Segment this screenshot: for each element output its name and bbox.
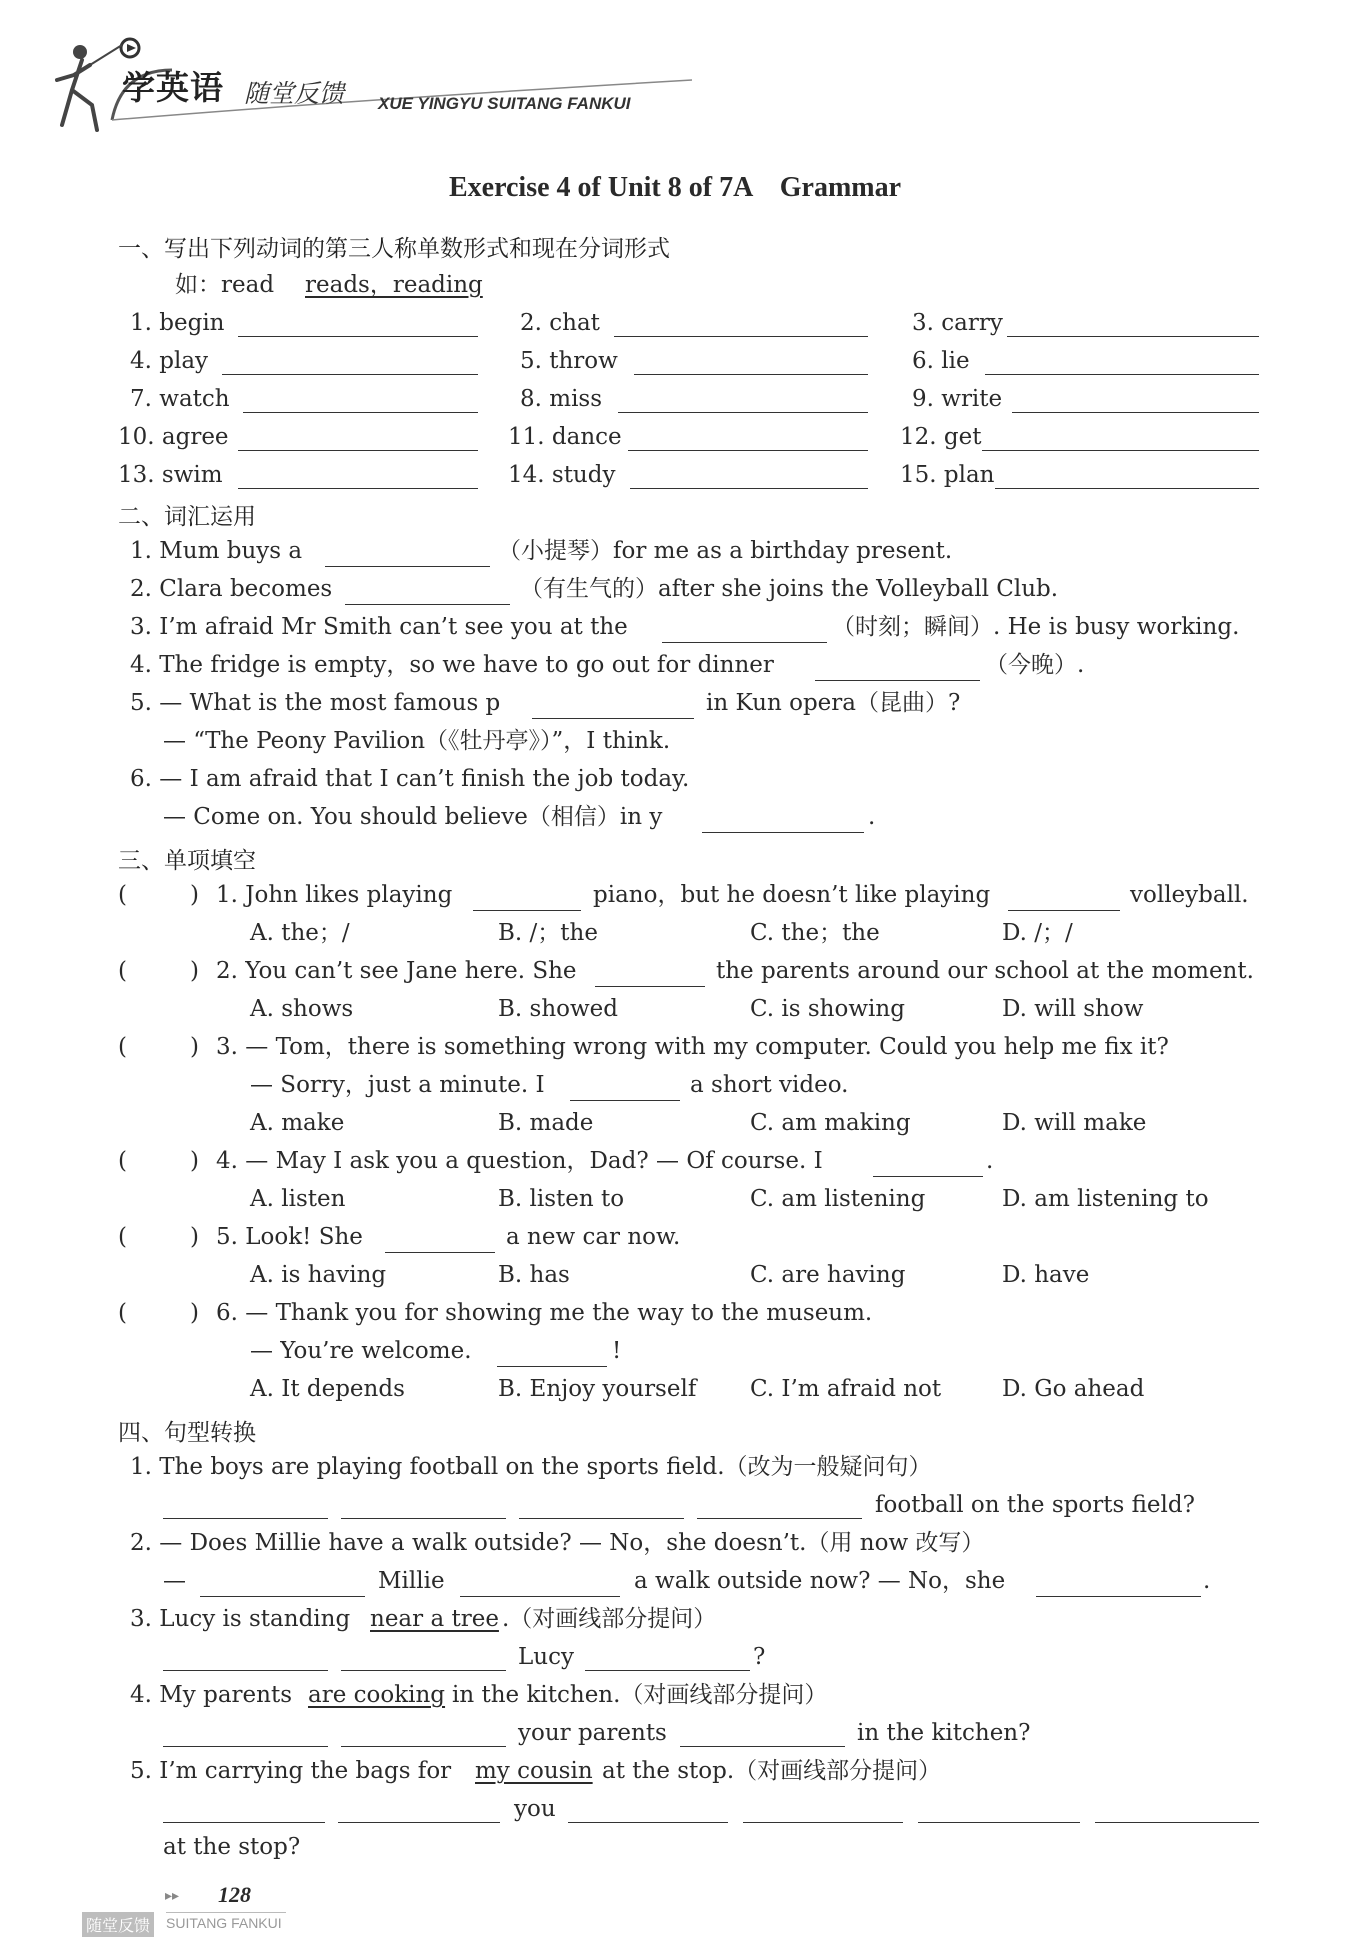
answer-bracket: ( bbox=[118, 1224, 127, 1250]
answer-blank[interactable] bbox=[628, 424, 868, 451]
option-a[interactable]: A. make bbox=[250, 1110, 345, 1136]
transform-q5-underlined: my cousin bbox=[475, 1758, 593, 1784]
mc-q5-end: a new car now. bbox=[506, 1224, 681, 1250]
answer-blank[interactable] bbox=[570, 1074, 680, 1101]
mc-q6-stem: 6. — Thank you for showing me the way to the museum. bbox=[216, 1300, 873, 1326]
answer-blank[interactable] bbox=[585, 1644, 750, 1671]
answer-blank[interactable] bbox=[341, 1644, 506, 1671]
answer-blank[interactable] bbox=[385, 1226, 495, 1253]
answer-blank[interactable] bbox=[680, 1720, 845, 1747]
transform-q3-mid: Lucy bbox=[518, 1644, 574, 1670]
page-number: 128 bbox=[218, 1882, 251, 1907]
verb-item: 12. get bbox=[900, 424, 982, 450]
transform-q3-end: .（对画线部分提问） bbox=[502, 1606, 717, 1632]
answer-blank[interactable] bbox=[1007, 310, 1259, 337]
vocab-q4-start: 4. The fridge is empty，so we have to go out for dinner bbox=[130, 652, 774, 678]
answer-blank[interactable] bbox=[918, 1796, 1080, 1823]
option-c[interactable]: C. are having bbox=[750, 1262, 906, 1288]
answer-bracket: ( bbox=[118, 958, 127, 984]
book-header bbox=[52, 30, 752, 135]
answer-blank[interactable] bbox=[341, 1720, 506, 1747]
option-a[interactable]: A. It depends bbox=[250, 1376, 405, 1402]
vocab-q6-end: . bbox=[868, 804, 876, 830]
mc-q6-line2-end: ! bbox=[612, 1338, 622, 1364]
vocab-q5-reply: — “The Peony Pavilion（《牡丹亭》）”，I think. bbox=[163, 728, 671, 754]
verb-item: 15. plan bbox=[900, 462, 995, 488]
transform-q4-end: in the kitchen.（对画线部分提问） bbox=[452, 1682, 828, 1708]
option-b[interactable]: B. showed bbox=[498, 996, 619, 1022]
transform-q3-q: ? bbox=[753, 1644, 766, 1670]
transform-q1: 1. The boys are playing football on the sports field.（改为一般疑问句） bbox=[130, 1454, 932, 1480]
mc-q1-stem: 1. John likes playing bbox=[216, 882, 453, 908]
transform-q4-mid: your parents bbox=[518, 1720, 667, 1746]
answer-blank[interactable] bbox=[532, 692, 694, 719]
answer-blank[interactable] bbox=[985, 348, 1259, 375]
answer-blank[interactable] bbox=[243, 386, 478, 413]
answer-blank[interactable] bbox=[238, 462, 478, 489]
page-title: Exercise 4 of Unit 8 of 7A Grammar bbox=[448, 172, 902, 203]
mc-q1-mid: piano，but he doesn’t like playing bbox=[593, 882, 991, 908]
answer-blank[interactable] bbox=[163, 1644, 328, 1671]
vocab-q5-start: 5. — What is the most famous p bbox=[130, 690, 501, 716]
answer-bracket: ( bbox=[118, 1300, 127, 1326]
verb-item: 3. carry bbox=[912, 310, 1003, 336]
transform-q3-underlined: near a tree bbox=[370, 1606, 499, 1632]
transform-q2-end: . bbox=[1203, 1568, 1211, 1594]
answer-blank[interactable] bbox=[345, 578, 510, 605]
section-4-heading: 四、句型转换 bbox=[118, 1420, 256, 1446]
mc-q2-end: the parents around our school at the moment. bbox=[716, 958, 1254, 984]
vocab-q4-end: （今晚）. bbox=[985, 652, 1085, 678]
mc-q3-line2: — Sorry，just a minute. I bbox=[250, 1072, 545, 1098]
verb-item: 14. study bbox=[508, 462, 616, 488]
answer-bracket: ) bbox=[190, 958, 199, 984]
vocab-q3-end: （时刻；瞬间）. He is busy working. bbox=[832, 614, 1240, 640]
vocab-q2-end: （有生气的）after she joins the Volleyball Club. bbox=[520, 576, 1059, 602]
answer-blank[interactable] bbox=[341, 1492, 506, 1519]
answer-blank[interactable] bbox=[238, 424, 478, 451]
answer-blank[interactable] bbox=[815, 654, 980, 681]
answer-blank[interactable] bbox=[163, 1796, 325, 1823]
answer-bracket: ) bbox=[190, 882, 199, 908]
verb-item: 11. dance bbox=[508, 424, 622, 450]
answer-blank[interactable] bbox=[1008, 884, 1120, 911]
answer-blank[interactable] bbox=[873, 1150, 983, 1177]
answer-blank[interactable] bbox=[460, 1570, 620, 1597]
answer-blank[interactable] bbox=[163, 1720, 328, 1747]
mc-q3-stem: 3. — Tom，there is something wrong with my computer. Could you help me fix it? bbox=[216, 1034, 1169, 1060]
header-title-cn: 学英语 bbox=[122, 68, 224, 107]
transform-q5-end: at the stop.（对画线部分提问） bbox=[602, 1758, 942, 1784]
footer-divider bbox=[166, 1912, 286, 1913]
transform-q4-start: 4. My parents bbox=[130, 1682, 293, 1708]
option-d[interactable]: D. Go ahead bbox=[1002, 1376, 1145, 1402]
option-a[interactable]: A. is having bbox=[250, 1262, 387, 1288]
answer-blank[interactable] bbox=[497, 1340, 607, 1367]
option-a[interactable]: A. the；/ bbox=[250, 920, 350, 946]
answer-blank[interactable] bbox=[519, 1492, 684, 1519]
option-d[interactable]: D. am listening to bbox=[1002, 1186, 1209, 1212]
verb-item: 10. agree bbox=[118, 424, 229, 450]
option-c[interactable]: C. I’m afraid not bbox=[750, 1376, 942, 1402]
section-2-heading: 二、词汇运用 bbox=[118, 504, 256, 530]
option-b[interactable]: B. made bbox=[498, 1110, 594, 1136]
answer-blank[interactable] bbox=[634, 348, 868, 375]
transform-q3-start: 3. Lucy is standing bbox=[130, 1606, 351, 1632]
verb-item: 6. lie bbox=[912, 348, 970, 374]
transform-q5-tail: at the stop? bbox=[163, 1834, 301, 1860]
mc-q4-stem: 4. — May I ask you a question，Dad? — Of course. I bbox=[216, 1148, 823, 1174]
answer-blank[interactable] bbox=[1012, 386, 1259, 413]
mc-q4-end: . bbox=[986, 1148, 994, 1174]
vocab-q2-start: 2. Clara becomes bbox=[130, 576, 333, 602]
verb-item: 8. miss bbox=[520, 386, 603, 412]
mc-q5-stem: 5. Look! She bbox=[216, 1224, 363, 1250]
answer-blank[interactable] bbox=[325, 540, 490, 567]
footer-pinyin: SUITANG FANKUI bbox=[166, 1915, 282, 1931]
vocab-q1-end: （小提琴）for me as a birthday present. bbox=[498, 538, 953, 564]
answer-blank[interactable] bbox=[995, 462, 1259, 489]
vocab-q3-start: 3. I’m afraid Mr Smith can’t see you at the bbox=[130, 614, 628, 640]
answer-blank[interactable] bbox=[982, 424, 1259, 451]
option-c[interactable]: C. am listening bbox=[750, 1186, 926, 1212]
answer-bracket: ( bbox=[118, 1148, 127, 1174]
transform-q4-underlined: are cooking bbox=[308, 1682, 446, 1708]
option-c[interactable]: C. is showing bbox=[750, 996, 905, 1022]
option-d[interactable]: D. /；/ bbox=[1002, 920, 1073, 946]
answer-bracket: ( bbox=[118, 882, 127, 908]
answer-bracket: ) bbox=[190, 1224, 199, 1250]
transform-q2-next: a walk outside now? — No，she bbox=[634, 1568, 1006, 1594]
answer-blank[interactable] bbox=[630, 462, 868, 489]
arrow-right-icon: ▸▸ bbox=[165, 1888, 180, 1904]
option-b[interactable]: B. listen to bbox=[498, 1186, 625, 1212]
option-a[interactable]: A. listen bbox=[250, 1186, 346, 1212]
vocab-q5-end: in Kun opera（昆曲）? bbox=[706, 690, 961, 716]
answer-blank[interactable] bbox=[702, 806, 864, 833]
section-1-heading: 一、写出下列动词的第三人称单数形式和现在分词形式 bbox=[118, 236, 670, 262]
vocab-q6-reply: — Come on. You should believe（相信）in y bbox=[163, 804, 663, 830]
answer-blank[interactable] bbox=[614, 310, 868, 337]
mc-q1-end: volleyball. bbox=[1130, 882, 1249, 908]
transform-q2-dash: — bbox=[163, 1568, 186, 1594]
answer-bracket: ( bbox=[118, 1034, 127, 1060]
verb-item: 13. swim bbox=[118, 462, 223, 488]
option-d[interactable]: D. have bbox=[1002, 1262, 1090, 1288]
answer-blank[interactable] bbox=[473, 884, 581, 911]
section-3-heading: 三、单项填空 bbox=[118, 848, 256, 874]
verb-item: 5. throw bbox=[520, 348, 618, 374]
transform-q5-mid: you bbox=[514, 1796, 556, 1822]
answer-blank[interactable] bbox=[200, 1570, 365, 1597]
verb-item: 1. begin bbox=[130, 310, 225, 336]
answer-blank[interactable] bbox=[662, 616, 827, 643]
answer-bracket: ) bbox=[190, 1148, 199, 1174]
answer-blank[interactable] bbox=[1095, 1796, 1259, 1823]
example-answer: reads，reading bbox=[305, 272, 483, 298]
transform-q4-q: in the kitchen? bbox=[857, 1720, 1031, 1746]
answer-bracket: ) bbox=[190, 1034, 199, 1060]
option-b[interactable]: B. /；the bbox=[498, 920, 598, 946]
transform-q2: 2. — Does Millie have a walk outside? — No，she doesn’t.（用 now 改写） bbox=[130, 1530, 985, 1556]
transform-q5-start: 5. I’m carrying the bags for bbox=[130, 1758, 452, 1784]
answer-blank[interactable] bbox=[697, 1492, 862, 1519]
transform-q1-end: football on the sports field? bbox=[875, 1492, 1195, 1518]
answer-bracket: ) bbox=[190, 1300, 199, 1326]
verb-item: 4. play bbox=[130, 348, 209, 374]
option-c[interactable]: C. the；the bbox=[750, 920, 880, 946]
header-pinyin: XUE YINGYU SUITANG FANKUI bbox=[378, 94, 631, 113]
footer-tag: 随堂反馈 bbox=[82, 1912, 154, 1937]
option-c[interactable]: C. am making bbox=[750, 1110, 911, 1136]
option-b[interactable]: B. has bbox=[498, 1262, 570, 1288]
transform-q2-mid: Millie bbox=[378, 1568, 445, 1594]
answer-blank[interactable] bbox=[618, 386, 868, 413]
header-subtitle-cn: 随堂反馈 bbox=[244, 79, 345, 108]
answer-blank[interactable] bbox=[163, 1492, 328, 1519]
option-b[interactable]: B. Enjoy yourself bbox=[498, 1376, 697, 1402]
answer-blank[interactable] bbox=[595, 960, 705, 987]
mc-q6-line2: — You’re welcome. bbox=[250, 1338, 472, 1364]
verb-item: 9. write bbox=[912, 386, 1003, 412]
option-d[interactable]: D. will show bbox=[1002, 996, 1144, 1022]
option-d[interactable]: D. will make bbox=[1002, 1110, 1147, 1136]
mc-q3-line2-end: a short video. bbox=[690, 1072, 849, 1098]
vocab-q6-start: 6. — I am afraid that I can’t finish the job today. bbox=[130, 766, 690, 792]
answer-blank[interactable] bbox=[568, 1796, 728, 1823]
answer-blank[interactable] bbox=[743, 1796, 903, 1823]
answer-blank[interactable] bbox=[1036, 1570, 1201, 1597]
verb-item: 2. chat bbox=[520, 310, 600, 336]
answer-blank[interactable] bbox=[222, 348, 478, 375]
vocab-q1-start: 1. Mum buys a bbox=[130, 538, 303, 564]
example-prefix: 如：read bbox=[175, 272, 275, 298]
mc-q2-stem: 2. You can’t see Jane here. She bbox=[216, 958, 577, 984]
option-a[interactable]: A. shows bbox=[250, 996, 354, 1022]
verb-item: 7. watch bbox=[130, 386, 230, 412]
answer-blank[interactable] bbox=[238, 310, 478, 337]
answer-blank[interactable] bbox=[338, 1796, 500, 1823]
